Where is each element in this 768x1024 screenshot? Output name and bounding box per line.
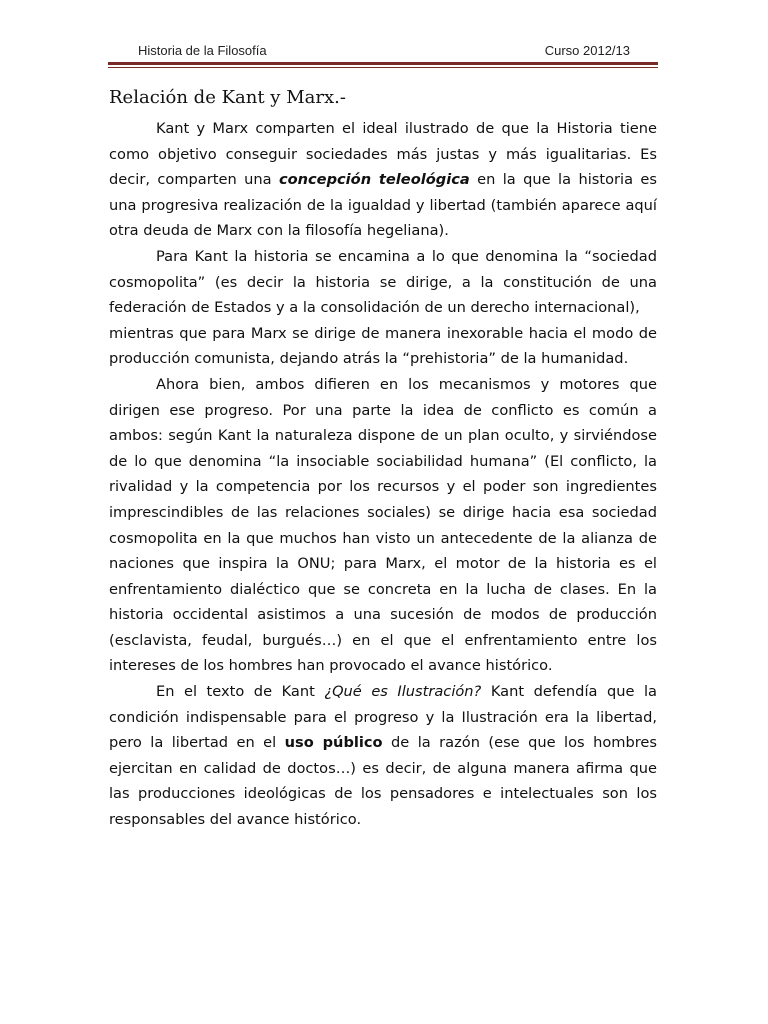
paragraph-1-text-c: en la que la historia es una progresiva realización de la igualdad y libertad (también aparece aquí otra deuda de Marx con la filosofía hegeliana). (109, 171, 657, 240)
paragraph-5-text-c: Kant defendía que la condición indispensable para el progreso y la Ilustración era la libertad, pero la libertad en el (109, 683, 657, 752)
paragraph-5-bold-term: uso público (284, 734, 383, 752)
header-subject: Historia de la Filosofía (138, 43, 267, 58)
paragraph-1-emphasis: concepción teleológica (278, 171, 470, 189)
paragraph-1-text-a: Kant y Marx comparten el ideal ilustrado de que la Historia tiene como objetivo conseguir sociedades más justas y más igualitarias. Es decir, comparten una (109, 120, 657, 189)
paragraph-5 (109, 679, 657, 833)
page-header (108, 0, 658, 66)
paragraph-5-book-title: ¿Qué es Ilustración? (324, 683, 482, 701)
section-title: Relación de Kant y Marx.- (109, 87, 346, 108)
document-body (109, 84, 657, 833)
paragraph-1 (109, 116, 657, 244)
paragraph-4: Ahora bien, ambos difieren en los mecanismos y motores que dirigen ese progreso. Por una parte la idea de conflicto es común a ambos: según Kant la naturaleza dispone de un plan oculto, y sirviéndose de lo que denomina “la insociable sociabilidad humana” (El conflicto, la rivalidad y la competencia por los recursos y el poder son ingredientes imprescindibles de las relaciones sociales) se dirige hacia esa sociedad cosmopolita en la que muchos han visto un antecedente de la alianza de naciones que inspira la ONU; para Marx, el motor de la historia es el enfrentamiento dialéctico que se concreta en la lucha de clases. En la historia occidental asistimos a una sucesión de modos de producción (esclavista, feudal, burgués…) en el que el enfrentamiento entre los intereses de los hombres han provocado el avance histórico. (109, 375, 657, 675)
header-course: Curso 2012/13 (544, 43, 630, 58)
header-rule-thin (108, 67, 658, 68)
paragraph-2: Para Kant la historia se encamina a lo que denomina la “sociedad cosmopolita” (es decir la historia se dirige, a la constitución de una federación de Estados y a la consolidación de un derecho internacional), (109, 247, 657, 317)
paragraph-5-text-e: de la razón (ese que los hombres ejercitan en calidad de doctos…) es decir, de alguna manera afirma que las producciones ideológicas de los pensadores e intelectuales son los responsables del avance histórico. (109, 734, 657, 829)
paragraph-5-text-a: En el texto de Kant (156, 683, 325, 701)
header-rule-thick (108, 62, 658, 65)
paragraph-3: mientras que para Marx se dirige de manera inexorable hacia el modo de producción comunista, dejando atrás la “prehistoria” de la humanidad. (109, 324, 657, 368)
